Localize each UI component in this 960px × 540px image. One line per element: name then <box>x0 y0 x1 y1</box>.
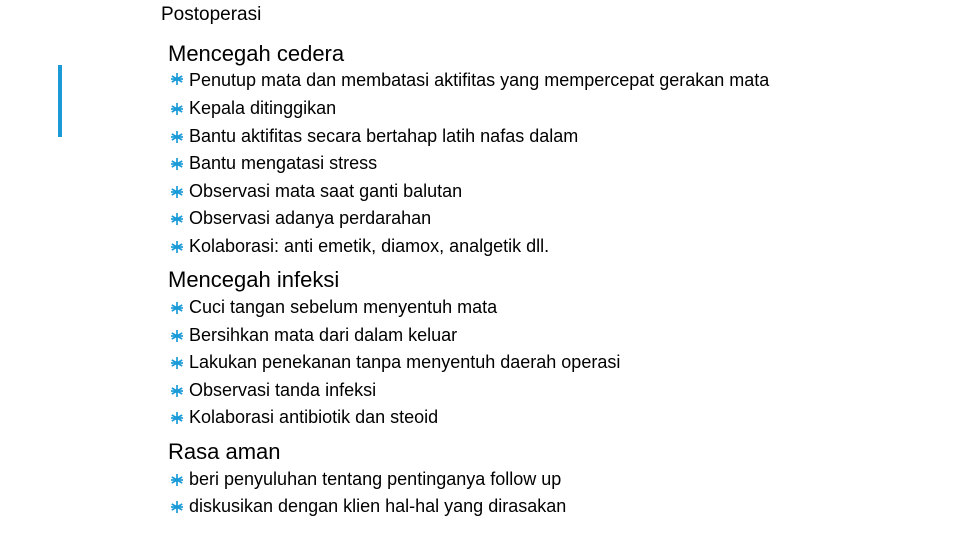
list-item <box>168 178 928 206</box>
asterisk-bullet-icon <box>170 411 184 425</box>
section-rasa-aman <box>168 438 928 521</box>
asterisk-bullet-icon <box>170 102 184 116</box>
asterisk-bullet-icon <box>170 130 184 144</box>
accent-bar <box>58 65 62 137</box>
section-heading: Rasa aman <box>168 438 281 464</box>
list-item <box>168 377 928 405</box>
asterisk-bullet-icon <box>170 329 184 343</box>
section-mencegah-infeksi <box>168 266 928 432</box>
list-item <box>168 493 928 521</box>
list-item-text: Bantu aktifitas secara bertahap latih nafas dalam <box>189 125 579 146</box>
asterisk-bullet-icon <box>170 301 184 315</box>
list-item-text: Bersihkan mata dari dalam keluar <box>189 324 458 345</box>
list-item <box>168 233 928 261</box>
slide-content <box>168 40 928 527</box>
list-item-text: Kolaborasi: anti emetik, diamox, analgetik dll. <box>189 235 550 256</box>
bullet-list <box>168 68 928 260</box>
list-item-text: Cuci tangan sebelum menyentuh mata <box>189 297 498 317</box>
bullet-list <box>168 466 928 521</box>
list-item <box>168 123 928 151</box>
bullet-list <box>168 294 928 432</box>
list-item <box>168 466 928 494</box>
section-heading: Mencegah infeksi <box>168 267 340 292</box>
list-item-text: Bantu mengatasi stress <box>189 153 378 173</box>
list-item <box>168 322 928 350</box>
asterisk-bullet-icon <box>170 212 184 226</box>
asterisk-bullet-icon <box>170 157 184 171</box>
list-item <box>168 68 928 95</box>
list-item <box>168 205 928 233</box>
section-mencegah-cedera <box>168 40 928 260</box>
list-item <box>168 150 928 178</box>
list-item-text: Observasi adanya perdarahan <box>189 208 432 228</box>
list-item <box>168 349 928 377</box>
list-item-text: Kepala ditinggikan <box>189 98 337 118</box>
section-heading: Mencegah cedera <box>168 41 345 66</box>
asterisk-bullet-icon <box>170 185 184 199</box>
list-item-text: Observasi tanda infeksi <box>189 379 377 400</box>
list-item-text: Observasi mata saat ganti balutan <box>189 180 463 201</box>
asterisk-bullet-icon <box>170 500 184 514</box>
list-item-text: Penutup mata dan membatasi aktifitas yang mempercepat gerakan mata <box>189 70 770 90</box>
asterisk-bullet-icon <box>170 72 184 86</box>
list-item <box>168 294 928 322</box>
list-item <box>168 404 928 432</box>
asterisk-bullet-icon <box>170 384 184 398</box>
list-item-text: diskusikan dengan klien hal-hal yang dirasakan <box>189 496 567 516</box>
asterisk-bullet-icon <box>170 473 184 487</box>
slide-title: Postoperasi <box>161 4 262 25</box>
list-item-text: Lakukan penekanan tanpa menyentuh daerah operasi <box>189 352 621 372</box>
asterisk-bullet-icon <box>170 240 184 254</box>
list-item <box>168 95 928 123</box>
list-item-text: beri penyuluhan tentang pentinganya follow up <box>189 468 562 489</box>
list-item-text: Kolaborasi antibiotik dan steoid <box>189 407 439 427</box>
asterisk-bullet-icon <box>170 356 184 370</box>
